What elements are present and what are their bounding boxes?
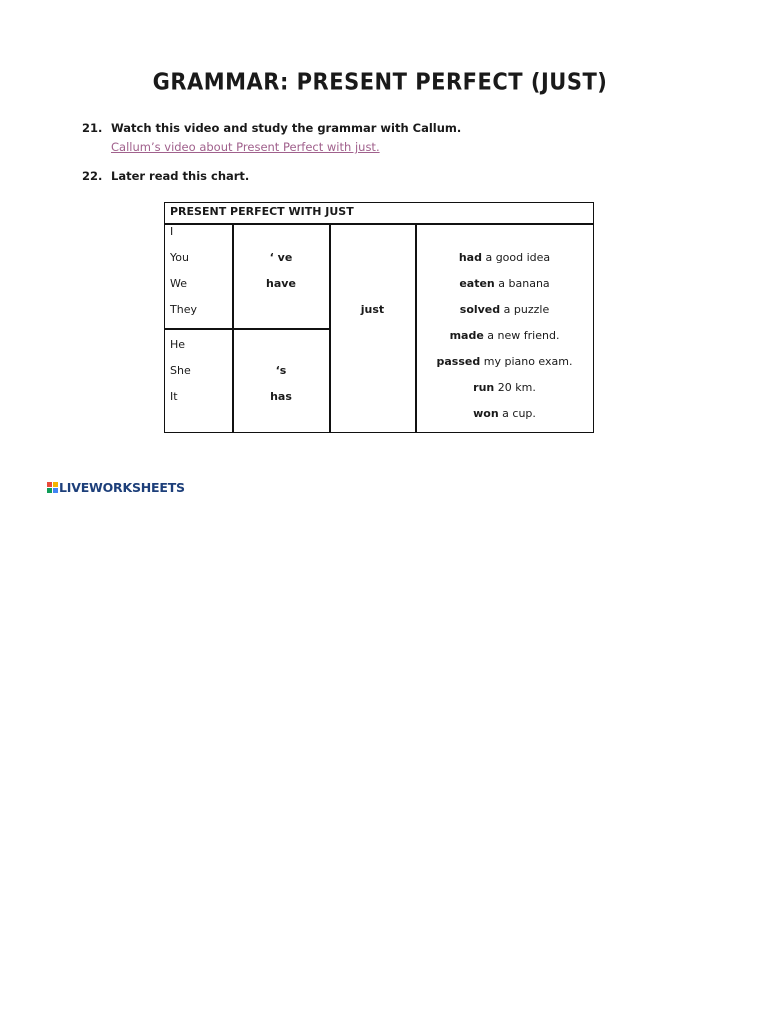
instruction-22 bbox=[82, 169, 249, 183]
ending-cell bbox=[416, 277, 593, 290]
past-participle: run bbox=[473, 381, 495, 394]
ending-cell bbox=[416, 355, 593, 368]
subject-cell: It bbox=[170, 390, 178, 403]
subject-cell: He bbox=[170, 338, 186, 351]
ending-cell bbox=[416, 251, 593, 264]
logo-icon bbox=[47, 482, 58, 493]
ending-cell bbox=[416, 407, 593, 420]
subject-cell: We bbox=[170, 277, 187, 290]
header-divider bbox=[165, 223, 593, 225]
logo-square bbox=[53, 482, 58, 487]
logo-square bbox=[47, 488, 52, 493]
past-participle: made bbox=[449, 329, 484, 342]
phrase-rest: my piano exam. bbox=[483, 355, 573, 368]
subject-cell: I bbox=[170, 225, 174, 238]
auxiliary-cell: ‘s bbox=[275, 364, 287, 377]
ending-cell bbox=[416, 329, 593, 342]
auxiliary-cell: has bbox=[270, 390, 292, 403]
liveworksheets-logo bbox=[47, 480, 185, 495]
item-number: 22. bbox=[82, 169, 103, 183]
phrase-rest: 20 km. bbox=[497, 381, 536, 394]
phrase-rest: a puzzle bbox=[503, 303, 550, 316]
phrase-rest: a banana bbox=[498, 277, 550, 290]
past-participle: solved bbox=[459, 303, 501, 316]
logo-square bbox=[53, 488, 58, 493]
past-participle: had bbox=[458, 251, 482, 264]
logo-square bbox=[47, 482, 52, 487]
phrase-rest: a new friend. bbox=[487, 329, 560, 342]
item-number: 21. bbox=[82, 121, 103, 135]
phrase-rest: a good idea bbox=[485, 251, 551, 264]
ending-cell bbox=[416, 303, 593, 316]
group-divider bbox=[165, 328, 330, 330]
phrase-rest: a cup. bbox=[502, 407, 536, 420]
auxiliary-cell: have bbox=[266, 277, 296, 290]
past-participle: won bbox=[473, 407, 499, 420]
adverb-cell: just bbox=[360, 303, 385, 316]
auxiliary-cell: ‘ ve bbox=[269, 251, 293, 264]
grammar-chart bbox=[164, 202, 594, 433]
subject-cell: She bbox=[170, 364, 191, 377]
page-title: GRAMMAR: PRESENT PERFECT (JUST) bbox=[152, 69, 608, 95]
chart-header: PRESENT PERFECT WITH JUST bbox=[170, 205, 354, 218]
item-text: Watch this video and study the grammar with Callum. bbox=[111, 121, 462, 135]
subject-cell: You bbox=[170, 251, 189, 264]
instruction-21 bbox=[82, 121, 461, 135]
video-link[interactable]: Callum’s video about Present Perfect with just. bbox=[111, 140, 380, 154]
subject-cell: They bbox=[170, 303, 197, 316]
item-text: Later read this chart. bbox=[111, 169, 250, 183]
logo-text: LIVEWORKSHEETS bbox=[59, 480, 185, 495]
past-participle: eaten bbox=[459, 277, 495, 290]
past-participle: passed bbox=[436, 355, 481, 368]
ending-cell bbox=[416, 381, 593, 394]
